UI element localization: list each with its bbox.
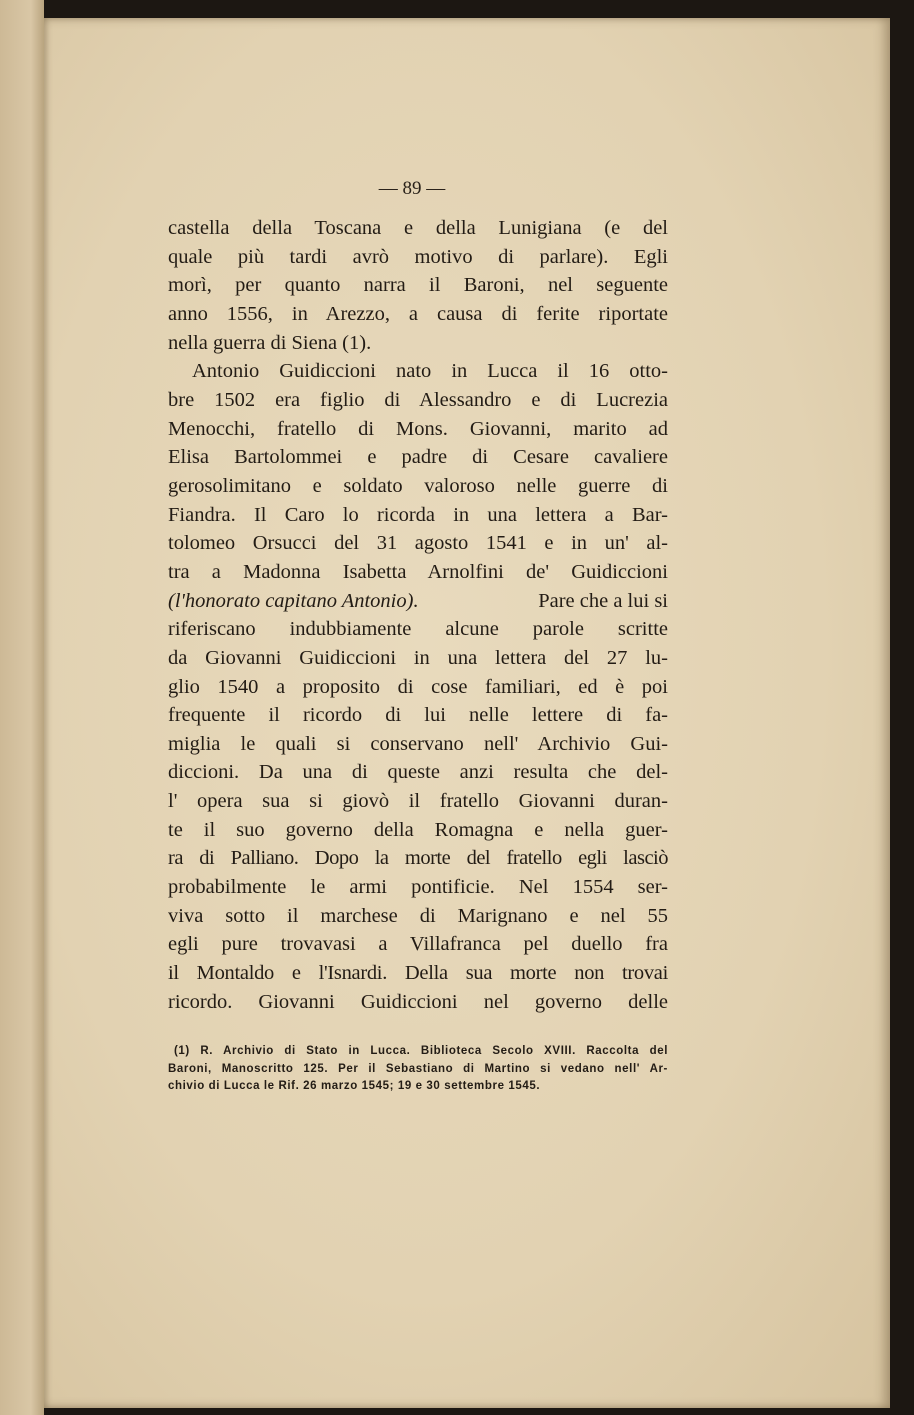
text-line: Elisa Bartolommei e padre di Cesare cavaliere bbox=[168, 446, 668, 469]
text-line: l' opera sua si giovò il fratello Giovanni duran- bbox=[168, 790, 668, 813]
text-line: gerosolimitano e soldato valoroso nelle guerre di bbox=[168, 474, 668, 497]
text-line: il Montaldo e l'Isnardi. Della sua morte non trovai bbox=[168, 962, 668, 985]
footnote bbox=[168, 1043, 668, 1096]
text-line: diccioni. Da una di queste anzi resulta che del- bbox=[168, 761, 668, 784]
text-line: anno 1556, in Arezzo, a causa di ferite riportate bbox=[168, 302, 668, 325]
text-line: bre 1502 era figlio di Alessandro e di Lucrezia bbox=[168, 388, 668, 411]
footnote-line: chivio di Lucca le Rif. 26 marzo 1545; 19 e 30 settembre 1545. bbox=[168, 1080, 541, 1092]
text-line: ra di Palliano. Dopo la morte del fratello egli lasciò bbox=[168, 847, 668, 870]
text-line: ricordo. Giovanni Guidiccioni nel governo delle bbox=[168, 990, 668, 1013]
text-line: egli pure trovavasi a Villafranca pel duello fra bbox=[168, 933, 668, 956]
text-line: tolomeo Orsucci del 31 agosto 1541 e in un' al- bbox=[168, 532, 668, 555]
page-number: — 89 — bbox=[378, 178, 446, 199]
text-line: probabilmente le armi pontificie. Nel 1554 ser- bbox=[168, 876, 668, 899]
text-line bbox=[168, 587, 668, 616]
text-line: quale più tardi avrò motivo di parlare). Egli bbox=[168, 245, 668, 268]
text-line: miglia le quali si conservano nell' Archivio Gui- bbox=[168, 732, 668, 755]
text-line: glio 1540 a proposito di cose familiari, ed è poi bbox=[168, 675, 668, 698]
text-span: Pare che a lui si bbox=[538, 589, 668, 612]
text-line: Fiandra. Il Caro lo ricorda in una lettera a Bar- bbox=[168, 503, 668, 526]
body-text bbox=[168, 214, 668, 1016]
text-line: Antonio Guidiccioni nato in Lucca il 16 otto- bbox=[192, 360, 668, 383]
text-line: viva sotto il marchese di Marignano e nel 55 bbox=[168, 904, 668, 927]
italic-quote: (l'honorato capitano Antonio). bbox=[168, 589, 419, 612]
text-line: Menocchi, fratello di Mons. Giovanni, marito ad bbox=[168, 417, 668, 440]
text-line: da Giovanni Guidiccioni in una lettera del 27 lu- bbox=[168, 646, 668, 669]
text-line: te il suo governo della Romagna e nella guer- bbox=[168, 818, 668, 841]
text-line: riferiscano indubbiamente alcune parole scritte bbox=[168, 618, 668, 641]
footnote-line: Baroni, Manoscritto 125. Per il Sebastiano di Martino si vedano nell' Ar- bbox=[168, 1062, 668, 1075]
text-line: tra a Madonna Isabetta Arnolfini de' Guidiccioni bbox=[168, 560, 668, 583]
footnote-line: (1) R. Archivio di Stato in Lucca. Biblioteca Secolo XVIII. Raccolta del bbox=[174, 1045, 668, 1057]
text-line: frequente il ricordo di lui nelle lettere di fa- bbox=[168, 704, 668, 727]
text-line: morì, per quanto narra il Baroni, nel seguente bbox=[168, 274, 668, 297]
text-line: castella della Toscana e della Lunigiana (e del bbox=[168, 217, 668, 239]
left-page-edge bbox=[0, 0, 44, 1415]
text-line: nella guerra di Siena (1). bbox=[168, 331, 372, 354]
